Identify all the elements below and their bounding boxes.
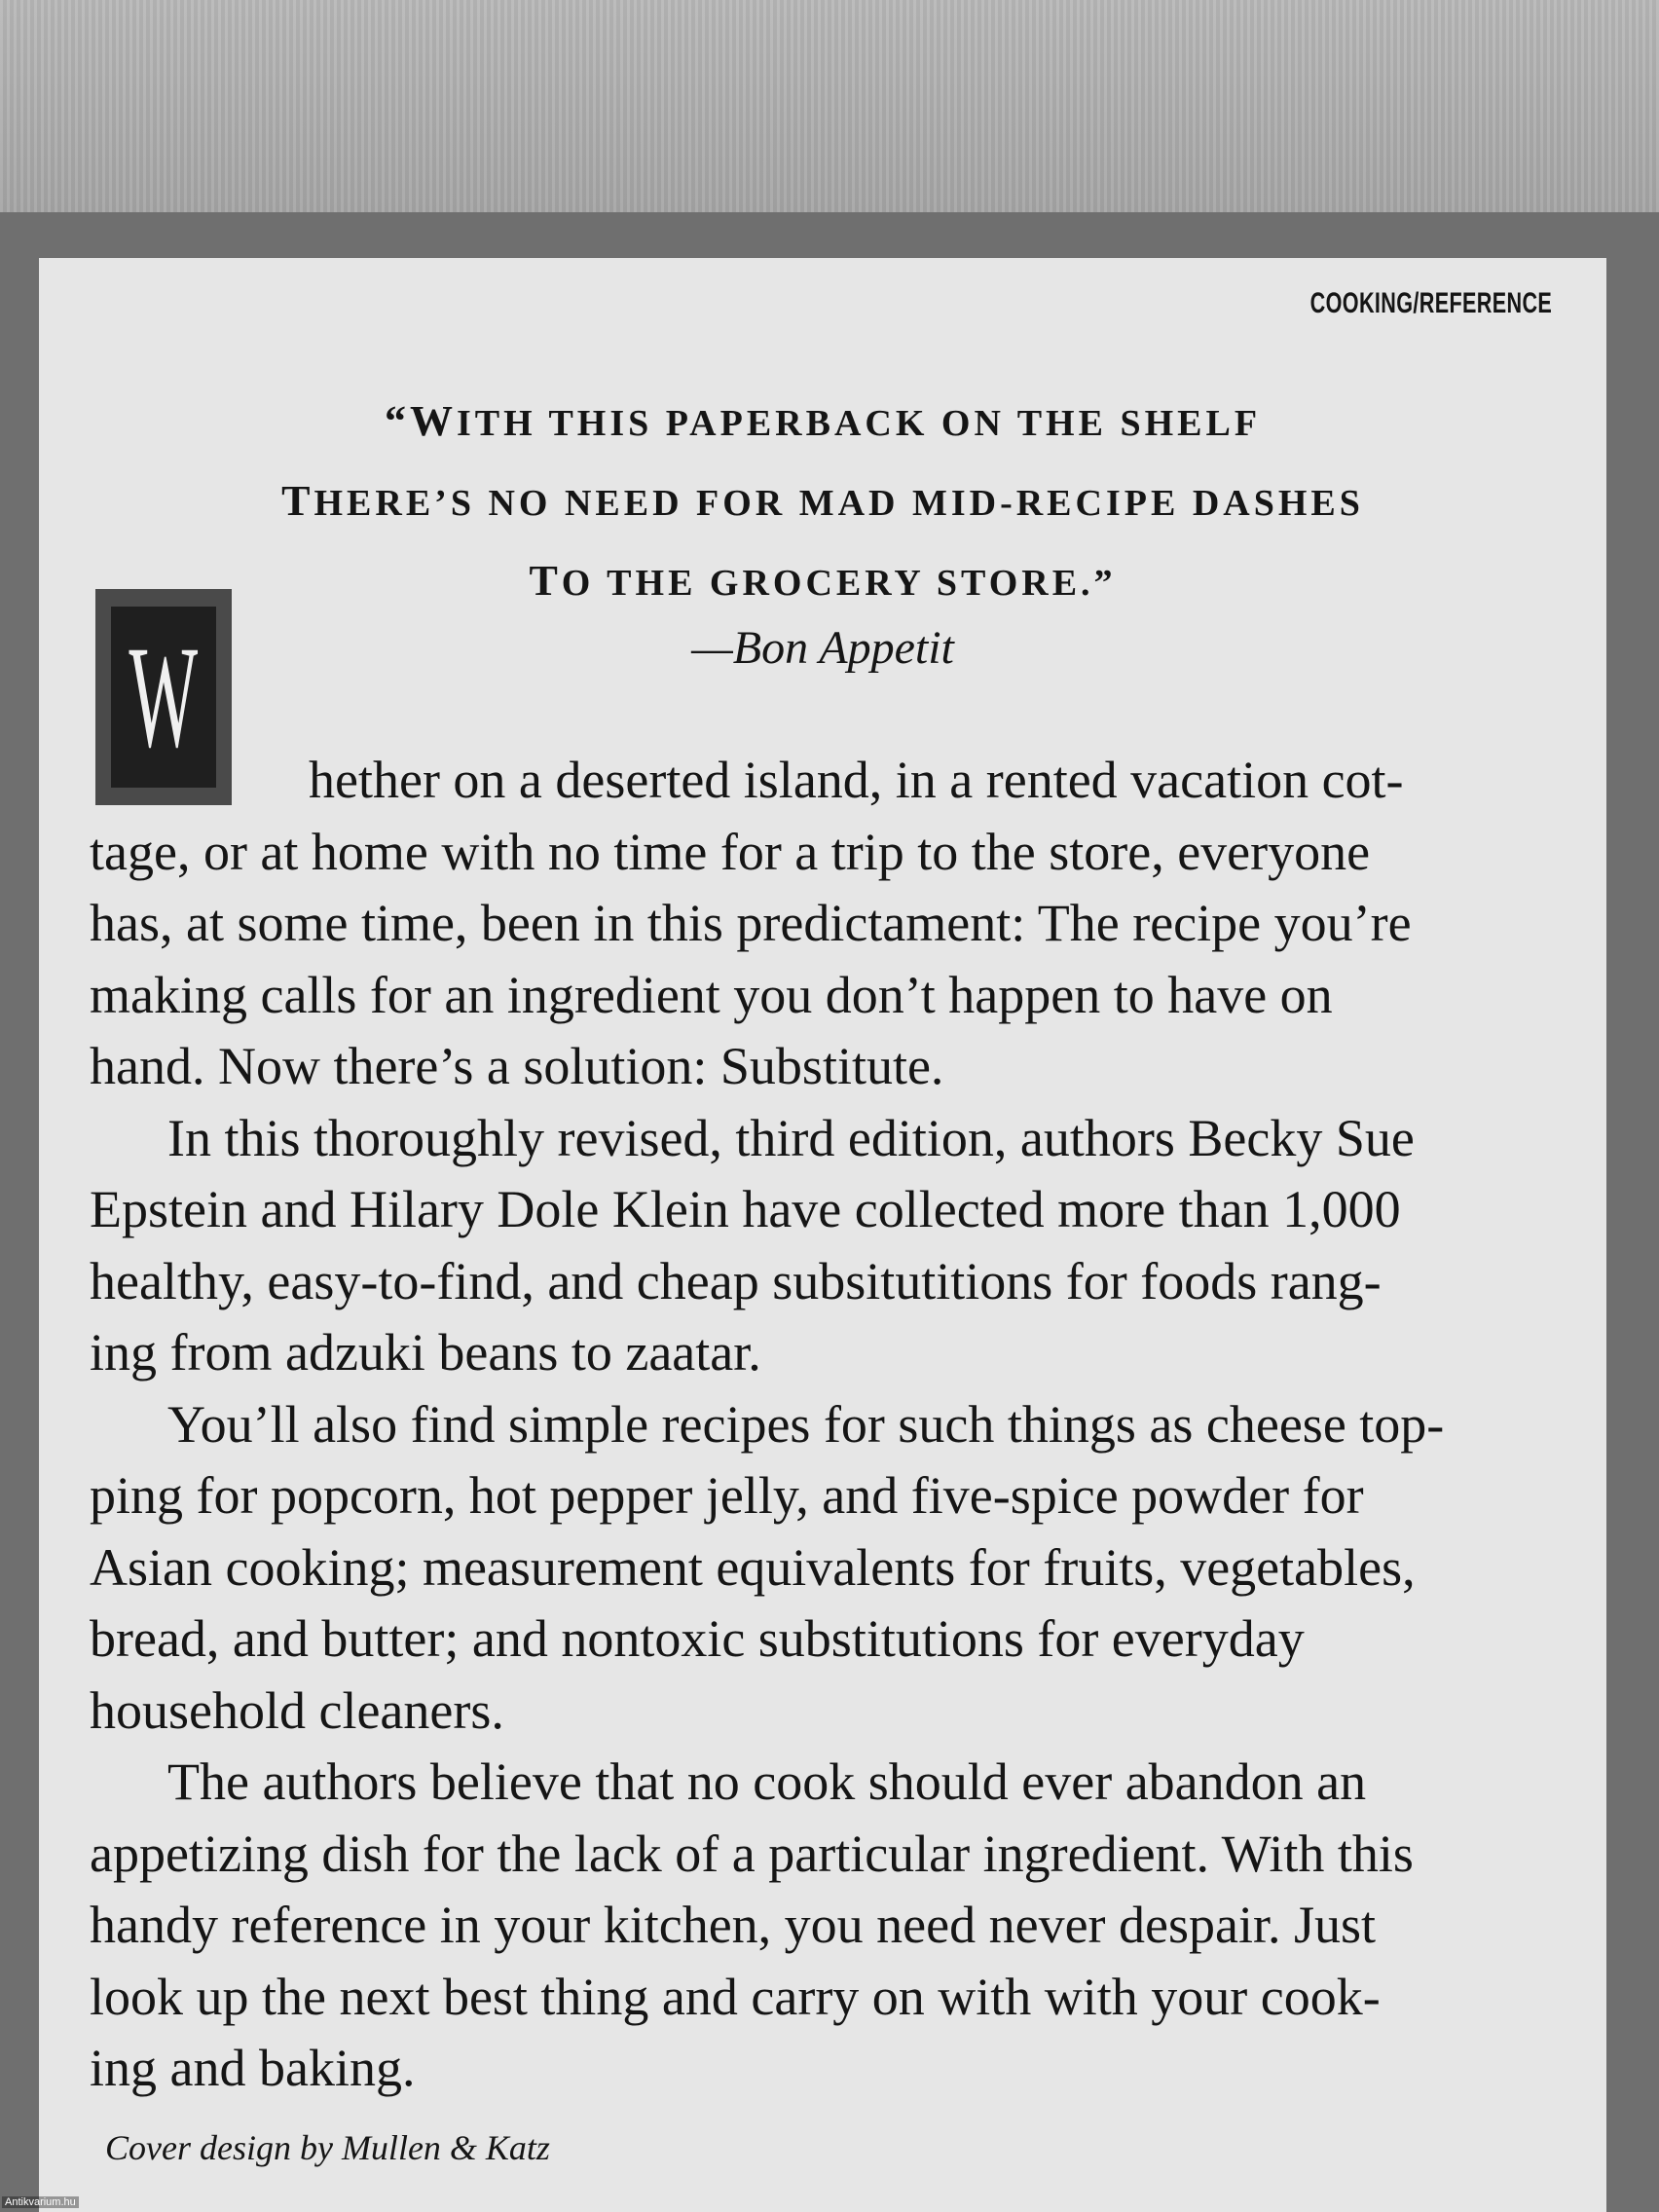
text-line: look up the next best thing and carry on with with your cook- (90, 1967, 1381, 2026)
text-line: ping for popcorn, hot pepper jelly, and five-spice powder for (90, 1466, 1364, 1525)
text-line: hand. Now there’s a solution: Substitute. (90, 1037, 944, 1095)
pull-quote-line: THERE’S NO NEED FOR MAD MID-RECIPE DASHES (281, 477, 1364, 525)
text-line: tage, or at home with no time for a trip to the store, everyone (90, 822, 1371, 881)
text-line: The authors believe that no cook should ever abandon an (167, 1752, 1367, 1811)
text-line: Asian cooking; measurement equivalents for fruits, vegetables, (90, 1537, 1416, 1597)
text-line: healthy, easy-to-find, and cheap subsitutitions for foods rang- (90, 1251, 1382, 1310)
text-line: You’ll also find simple recipes for such things as cheese top- (167, 1394, 1445, 1454)
pull-quote (39, 383, 1606, 682)
text-line: has, at some time, been in this predictament: The recipe you’re (90, 894, 1412, 952)
description-text (90, 745, 1589, 2105)
background-surface (0, 0, 1659, 219)
text-line: ing and baking. (90, 2039, 416, 2097)
watermark: Antikvarium.hu (2, 2196, 79, 2208)
pull-quote-line: TO THE GROCERY STORE.” (529, 557, 1117, 605)
text-line: making calls for an ingredient you don’t happen to have on (90, 965, 1333, 1024)
text-line: In this thoroughly revised, third edition, authors Becky Sue (167, 1108, 1415, 1167)
text-line: handy reference in your kitchen, you need never despair. Just (90, 1896, 1377, 1954)
text-line: Epstein and Hilary Dole Klein have collected more than 1,000 (90, 1180, 1401, 1238)
pull-quote-line: “WITH THIS PAPERBACK ON THE SHELF (384, 397, 1262, 445)
category-label: COOKING/REFERENCE (1309, 287, 1552, 319)
text-line: household cleaners. (90, 1680, 504, 1740)
text-line: ing from adzuki beans to zaatar. (90, 1323, 761, 1382)
text-line: hether on a deserted island, in a rented vacation cot- (309, 751, 1404, 809)
text-line: bread, and butter; and nontoxic substitutions for everyday (90, 1609, 1305, 1668)
text-line: appetizing dish for the lack of a particular ingredient. With this (90, 1824, 1414, 1883)
back-cover-panel (39, 258, 1606, 2212)
cover-design-credit: Cover design by Mullen & Katz (105, 2128, 550, 2167)
drop-cap-letter: W (129, 616, 199, 778)
quote-attribution: —Bon Appetit (691, 622, 954, 674)
